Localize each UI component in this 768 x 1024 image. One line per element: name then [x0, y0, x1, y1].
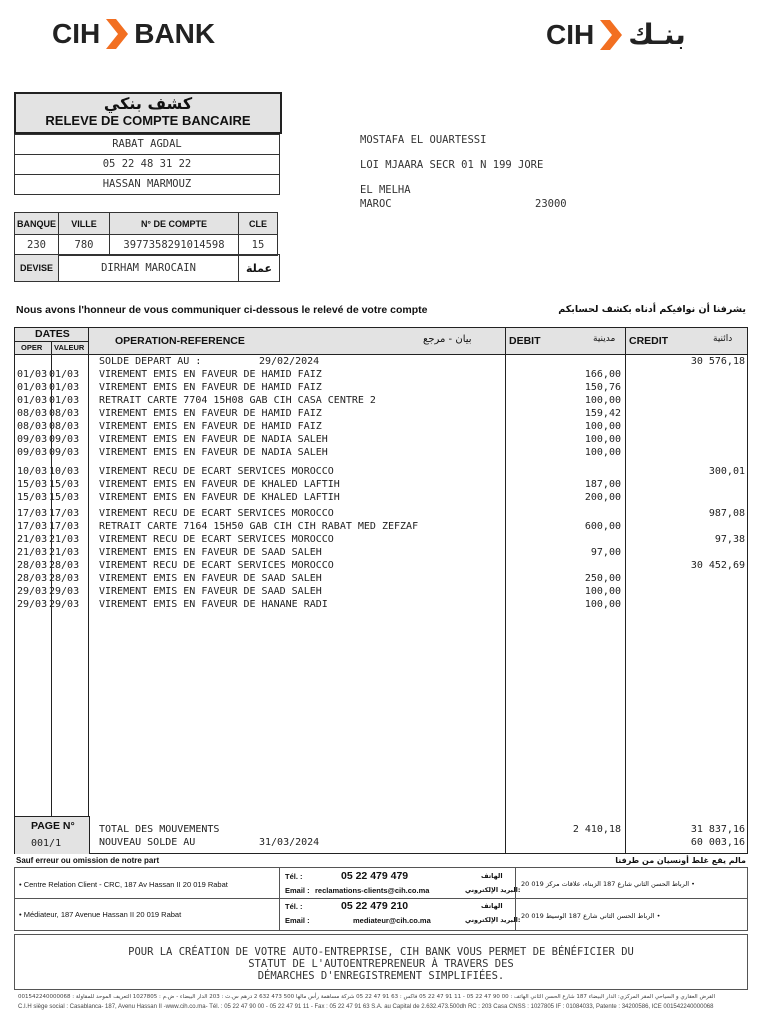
- oper-date: 09/03: [17, 434, 48, 445]
- header-operation: OPERATION-REFERENCE: [115, 335, 245, 347]
- opening-date: 29/02/2024: [259, 356, 320, 367]
- mediator-tel[interactable]: 05 22 479 210: [341, 900, 409, 912]
- operation-label: RETRAIT CARTE 7164 15H50 GAB CIH CIH RABAT MED ZEFZAF: [99, 521, 419, 532]
- operation-label: VIREMENT EMIS EN FAVEUR DE SAAD SALEH: [99, 573, 322, 584]
- table-row: [15, 479, 747, 492]
- customer-postal-code: 23000: [535, 198, 567, 210]
- agency-name: RABAT AGDAL: [15, 134, 279, 154]
- table-row: [15, 521, 747, 534]
- operation-label: VIREMENT EMIS EN FAVEUR DE KHALED LAFTIH: [99, 479, 340, 490]
- operation-label: VIREMENT EMIS EN FAVEUR DE HAMID FAIZ: [99, 382, 322, 393]
- oper-date: 01/03: [17, 395, 48, 406]
- agency-info: [14, 134, 280, 195]
- table-row: [15, 408, 747, 421]
- oper-date: 28/03: [17, 573, 48, 584]
- debit-amount: 100,00: [584, 447, 621, 458]
- operation-label: VIREMENT EMIS EN FAVEUR DE SAAD SALEH: [99, 547, 322, 558]
- oper-date: 15/03: [17, 479, 48, 490]
- contact-column-divider: [279, 868, 280, 930]
- customer-country: MAROC: [360, 198, 392, 210]
- table-row: [15, 466, 747, 479]
- oper-date: 15/03: [17, 492, 48, 503]
- operation-label: VIREMENT EMIS EN FAVEUR DE HAMID FAIZ: [99, 421, 322, 432]
- value-date: 01/03: [49, 395, 80, 406]
- operation-label: VIREMENT EMIS EN FAVEUR DE NADIA SALEH: [99, 447, 328, 458]
- footer-line-arabic: 001542240000068 : القرض العقاري و السياحي المقر المركزي: الدار البيضاء 187 شارع الحسن الثاني الهاتف : 00 90 47 22 05 - 11 91 47 22 05 فاكس : 63 91 47 22 05 شركة مساهمة رأس مالها 500 473 632 2 درهم س.ت : 203 الدار البيضاء - ض.م : 1027805 التعريف الموحد للمقاولة: [18, 994, 716, 1000]
- contact-divider: [15, 898, 747, 899]
- crc-tel[interactable]: 05 22 479 479: [341, 870, 409, 882]
- table-row: [15, 434, 747, 447]
- debit-amount: 200,00: [584, 492, 621, 503]
- oper-date: 08/03: [17, 408, 48, 419]
- crc-tel-arabic: الهاتف: [481, 872, 503, 880]
- oper-date: 17/03: [17, 508, 48, 519]
- header-debit: DEBIT: [509, 335, 541, 347]
- header-credit-arabic: دائنية: [713, 334, 733, 344]
- debit-amount: 97,00: [590, 547, 621, 558]
- currency-row: [14, 254, 280, 282]
- header-credit: CREDIT: [629, 335, 669, 347]
- value-date: 29/03: [49, 586, 80, 597]
- mediator-address-arabic: 20 019 الرباط الحسن الثاني شارع 187 الوسيط •: [521, 912, 661, 920]
- opening-label: SOLDE DEPART AU :: [99, 356, 202, 367]
- value-date: 01/03: [49, 369, 80, 380]
- debit-amount: 600,00: [584, 521, 621, 532]
- cih-bank-logo-right: [546, 18, 686, 51]
- new-balance-credit: 60 003,16: [690, 837, 745, 848]
- oper-date: 01/03: [17, 382, 48, 393]
- new-balance-date: 31/03/2024: [259, 837, 320, 848]
- value-date: 17/03: [49, 521, 80, 532]
- chevron-logo-icon: [106, 19, 128, 49]
- bank-code: 230: [15, 235, 59, 256]
- debit-amount: 159,42: [584, 408, 621, 419]
- credit-amount: 300,01: [708, 466, 745, 477]
- header-ville: VILLE: [59, 213, 110, 235]
- opening-balance-row: [15, 356, 747, 369]
- debit-amount: 150,76: [584, 382, 621, 393]
- crc-email-arabic: البريد الإلكتروني:: [465, 886, 521, 894]
- disclaimer-arabic: مالم يقع غلط أونسيان من طرفنا: [615, 856, 746, 865]
- table-row: [15, 586, 747, 599]
- operation-label: VIREMENT EMIS EN FAVEUR DE HAMID FAIZ: [99, 408, 322, 419]
- credit-amount: 30 452,69: [690, 560, 745, 571]
- debit-amount: 187,00: [584, 479, 621, 490]
- debit-amount: 100,00: [584, 421, 621, 432]
- oper-date: 09/03: [17, 447, 48, 458]
- disclaimer-text: Sauf erreur ou omission de notre part: [16, 856, 160, 865]
- value-date: 09/03: [49, 447, 80, 458]
- debit-amount: 100,00: [584, 599, 621, 610]
- value-date: 17/03: [49, 508, 80, 519]
- total-debit: 2 410,18: [572, 824, 621, 835]
- operation-label: VIREMENT EMIS EN FAVEUR DE NADIA SALEH: [99, 434, 328, 445]
- operation-label: VIREMENT EMIS EN FAVEUR DE KHALED LAFTIH: [99, 492, 340, 503]
- crc-email[interactable]: reclamations-clients@cih.co.ma: [315, 886, 430, 895]
- opening-credit: 30 576,18: [690, 356, 745, 367]
- value-date: 10/03: [49, 466, 80, 477]
- operation-label: RETRAIT CARTE 7704 15H08 GAB CIH CASA CENTRE 2: [99, 395, 376, 406]
- oper-date: 10/03: [17, 466, 48, 477]
- table-row: [15, 492, 747, 505]
- value-date: 09/03: [49, 434, 80, 445]
- promo-line-2: STATUT DE L'AUTOENTREPRENEUR À TRAVERS DES: [248, 958, 514, 970]
- header-account-number: N° DE COMPTE: [110, 213, 239, 235]
- new-balance-label: NOUVEAU SOLDE AU: [99, 837, 196, 848]
- crc-tel-label: Tél. :: [285, 872, 303, 881]
- total-credit: 31 837,16: [690, 824, 745, 835]
- promo-line-3: DÉMARCHES D'ENREGISTREMENT SIMPLIFIÉES.: [257, 970, 505, 982]
- account-number: 3977358291014598: [110, 235, 239, 256]
- chevron-logo-icon: [600, 20, 622, 50]
- table-row: [15, 382, 747, 395]
- new-balance-row: [15, 837, 747, 850]
- value-date: 21/03: [49, 547, 80, 558]
- devise-arabic: عملة: [245, 261, 273, 275]
- table-row: [15, 560, 747, 573]
- statement-title-box: [14, 92, 282, 134]
- mediator-email[interactable]: mediateur@cih.co.ma: [353, 916, 431, 925]
- operation-label: VIREMENT EMIS EN FAVEUR DE SAAD SALEH: [99, 586, 322, 597]
- devise-value: DIRHAM MAROCAIN: [59, 255, 239, 281]
- oper-date: 17/03: [17, 521, 48, 532]
- oper-date: 21/03: [17, 547, 48, 558]
- value-date: 29/03: [49, 599, 80, 610]
- page-label: PAGE N°: [31, 820, 75, 832]
- value-date: 28/03: [49, 560, 80, 571]
- oper-date: 29/03: [17, 586, 48, 597]
- footer-line-french: C.I.H siège social : Casablanca- 187, Avenu Hassan II -www.cih.co.ma- Tél. : 05 22 47 90 00 - 05 22 47 91 11 - Fax : 05 22 47 91 63 S.A. au Capital de 2.632.473.500dh RC : 203 Casa CNSS : 1027805 IF : 01084033, Patente : 34200586, ICE 001542240000068: [18, 1004, 714, 1010]
- cih-bank-logo-left: [52, 18, 215, 50]
- table-row: [15, 395, 747, 408]
- transactions-table: [14, 327, 748, 854]
- oper-date: 08/03: [17, 421, 48, 432]
- agency-phone: 05 22 48 31 22: [15, 154, 279, 174]
- table-row: [15, 573, 747, 586]
- oper-date: 01/03: [17, 369, 48, 380]
- intro-text: Nous avons l'honneur de vous communiquer ci-dessous le relevé de votre compte: [16, 304, 428, 316]
- promo-line-1: POUR LA CRÉATION DE VOTRE AUTO-ENTREPRISE, CIH BANK VOUS PERMET DE BÉNÉFICIER DU: [128, 946, 634, 958]
- value-date: 15/03: [49, 479, 80, 490]
- crc-address-arabic: 20 019 الرباط الحسن الثاني شارع 187 الزبناء، علاقات مركز •: [521, 880, 695, 888]
- value-date: 01/03: [49, 382, 80, 393]
- crc-email-label: Email :: [285, 886, 310, 895]
- header-debit-arabic: مدينية: [593, 334, 616, 344]
- operation-label: VIREMENT RECU DE ECART SERVICES MOROCCO: [99, 508, 334, 519]
- statement-title: RELEVE DE COMPTE BANCAIRE: [45, 113, 251, 128]
- statement-title-arabic: كشف بنكي: [103, 94, 193, 113]
- operation-label: VIREMENT EMIS EN FAVEUR DE HANANE RADI: [99, 599, 328, 610]
- header-cle: CLE: [239, 213, 278, 235]
- header-dates: DATES: [35, 328, 70, 340]
- header-valeur: VALEUR: [54, 343, 85, 352]
- mediator-tel-label: Tél. :: [285, 902, 303, 911]
- operation-label: VIREMENT RECU DE ECART SERVICES MOROCCO: [99, 534, 334, 545]
- oper-date: 21/03: [17, 534, 48, 545]
- debit-amount: 100,00: [584, 586, 621, 597]
- credit-amount: 97,38: [714, 534, 745, 545]
- debit-amount: 100,00: [584, 434, 621, 445]
- header-banque: BANQUE: [15, 213, 59, 235]
- oper-date: 28/03: [17, 560, 48, 571]
- mediator-tel-arabic: الهاتف: [481, 902, 503, 910]
- customer-name: MOSTAFA EL OUARTESSI: [360, 134, 487, 146]
- logo-text-arabic: بنـك: [628, 18, 686, 51]
- total-movements-row: [15, 824, 747, 837]
- customer-address-line2: EL MELHA: [360, 184, 411, 196]
- debit-amount: 100,00: [584, 395, 621, 406]
- account-table: [14, 212, 278, 256]
- credit-amount: 987,08: [708, 508, 745, 519]
- operation-label: VIREMENT RECU DE ECART SERVICES MOROCCO: [99, 560, 334, 571]
- mediator-email-arabic: البريد الإلكتروني:: [465, 916, 521, 924]
- debit-amount: 250,00: [584, 573, 621, 584]
- debit-amount: 166,00: [584, 369, 621, 380]
- logo-text-cih-right: CIH: [546, 18, 595, 50]
- operation-label: VIREMENT RECU DE ECART SERVICES MOROCCO: [99, 466, 334, 477]
- value-date: 21/03: [49, 534, 80, 545]
- table-row: [15, 534, 747, 547]
- value-date: 08/03: [49, 408, 80, 419]
- table-row: [15, 421, 747, 434]
- header-operation-arabic: بيان - مرجع: [423, 334, 472, 345]
- oper-date: 29/03: [17, 599, 48, 610]
- table-row: [15, 599, 747, 612]
- account-key: 15: [239, 235, 278, 256]
- logo-text-bank: BANK: [134, 18, 216, 49]
- table-row: [15, 547, 747, 560]
- page-value: 001/1: [31, 838, 62, 849]
- agency-manager: HASSAN MARMOUZ: [15, 174, 279, 194]
- value-date: 15/03: [49, 492, 80, 503]
- devise-label: DEVISE: [15, 255, 59, 281]
- contact-box: [14, 867, 748, 931]
- mediator-address: • Médiateur, 187 Avenue Hassan II 20 019 Rabat: [19, 910, 182, 919]
- promo-box: [14, 934, 748, 990]
- crc-address: • Centre Relation Client - CRC, 187 Av Hassan II 20 019 Rabat: [19, 880, 228, 889]
- total-label: TOTAL DES MOUVEMENTS: [99, 824, 220, 835]
- city-code: 780: [59, 235, 110, 256]
- intro-text-arabic: يشرفنا أن نوافيكم أدناه بكشف لحسابكم: [558, 304, 746, 315]
- logo-text-cih: CIH: [52, 18, 101, 49]
- table-row: [15, 447, 747, 460]
- mediator-email-label: Email :: [285, 916, 310, 925]
- table-row: [15, 508, 747, 521]
- value-date: 08/03: [49, 421, 80, 432]
- operation-label: VIREMENT EMIS EN FAVEUR DE HAMID FAIZ: [99, 369, 322, 380]
- value-date: 28/03: [49, 573, 80, 584]
- header-oper: OPER: [21, 343, 43, 352]
- table-row: [15, 369, 747, 382]
- customer-address-line1: LOI MJAARA SECR 01 N 199 JORE: [360, 159, 544, 171]
